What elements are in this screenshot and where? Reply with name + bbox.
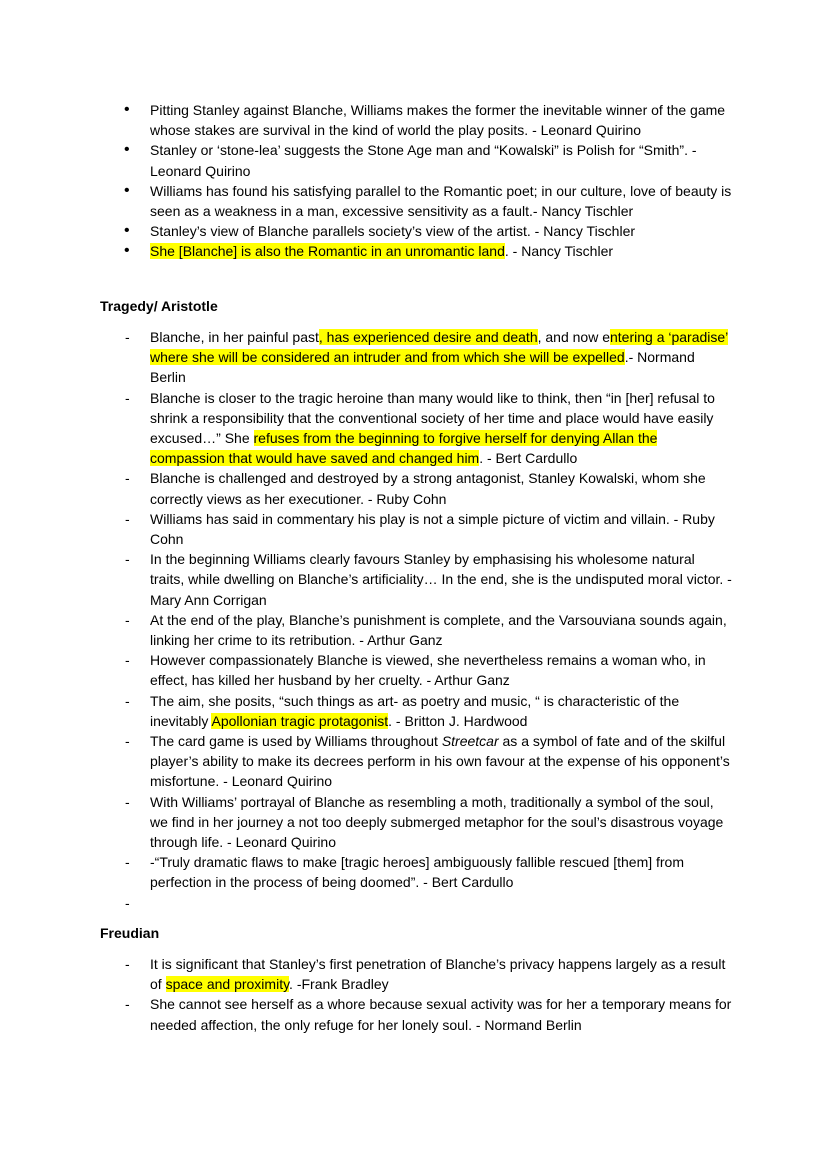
- quote-text: The aim, she posits, “such things as art- as poetry and music, “ is characteristic of the inevitably: [150, 692, 680, 729]
- bullet-marker: •: [124, 181, 130, 199]
- list-item: [0, 691, 828, 731]
- dash-marker: -: [125, 956, 130, 972]
- dash-marker: -: [125, 652, 130, 669]
- freudian-quote-list: [0, 954, 828, 1035]
- list-item: [0, 610, 828, 650]
- list-item: [0, 509, 828, 549]
- quote-text: Stanley’s view of Blanche parallels society’s view of the artist. - Nancy Tischler: [150, 223, 636, 240]
- list-item: [0, 792, 828, 853]
- dash-marker: -: [125, 611, 130, 628]
- quote-text: Williams has said in commentary his play is not a simple picture of victim and villain. - Ruby Cohn: [150, 510, 715, 548]
- quote-text: The card game is used by Williams throughout: [150, 733, 442, 750]
- quote-text: Blanche, in her painful past: [150, 329, 319, 345]
- quote-text: . - Nancy Tischler: [504, 243, 614, 260]
- section-heading-freudian: Freudian: [100, 925, 160, 941]
- quote-text: It is significant that Stanley’s first penetration of Blanche’s privacy happens largely as a result of: [150, 956, 726, 993]
- list-item: [0, 181, 828, 221]
- dash-marker: -: [125, 551, 130, 568]
- highlighted-text: , has experienced desire and death: [318, 329, 538, 345]
- dash-marker: -: [125, 894, 130, 911]
- list-item: [0, 468, 828, 508]
- list-item: [0, 650, 828, 690]
- dash-marker: -: [125, 470, 130, 487]
- quote-text: At the end of the play, Blanche’s punishment is complete, and the Varsouviana sounds again, linking her crime to its retribution. - Arthur Ganz: [150, 611, 727, 649]
- highlighted-text: space and proximity: [165, 976, 290, 993]
- quote-text: However compassionately Blanche is viewed, she nevertheless remains a woman who, in effect, has killed her husband by her cruelty. - Arthur Ganz: [150, 652, 706, 689]
- quote-text: . - Bert Cardullo: [479, 450, 578, 467]
- quote-text: . -Frank Bradley: [289, 976, 389, 993]
- quote-text: With Williams’ portrayal of Blanche as resembling a moth, traditionally a symbol of the soul, we find in her journey a not too deeply submerged metaphor for the soul’s disastrous voyage through life. - Leonard Quirino: [150, 793, 724, 851]
- quote-text: She cannot see herself as a whore because sexual activity was for her a temporary means for needed affection, the only refuge for her lonely soul. - Normand Berlin: [150, 996, 732, 1033]
- dash-marker: -: [125, 692, 130, 709]
- list-item: [0, 221, 828, 241]
- dash-marker: -: [125, 854, 130, 871]
- list-item: [0, 549, 828, 610]
- italic-title-text: Streetcar: [441, 733, 499, 750]
- bullet-marker: •: [124, 222, 130, 240]
- highlighted-text: refuses from the beginning to forgive herself for denying Allan the compassion that would have saved and changed him: [150, 430, 658, 467]
- list-item: [0, 327, 828, 388]
- quote-text: Williams has found his satisfying parallel to the Romantic poet; in our culture, love of beauty is seen as a weakness in a man, excessive sensitivity as a fault.- Nancy Tischler: [150, 182, 732, 220]
- dash-marker: -: [125, 510, 130, 527]
- quote-text: Pitting Stanley against Blanche, Williams makes the former the inevitable winner of the game whose stakes are survival in the kind of world the play posits. - Leonard Quirino: [150, 102, 726, 139]
- dash-marker: -: [125, 329, 130, 345]
- dash-marker: -: [125, 389, 130, 406]
- intro-bullet-list: [0, 100, 828, 262]
- list-item: [0, 388, 828, 469]
- list-item: [0, 140, 828, 180]
- dash-marker: -: [125, 733, 130, 750]
- list-item: [0, 954, 828, 994]
- quote-text: . - Britton J. Hardwood: [388, 712, 528, 729]
- quote-text: , and now e: [537, 329, 610, 345]
- highlighted-text: ntering a ‘paradise’ where she will be considered an intruder and from which she will be expelled: [150, 329, 729, 366]
- quote-text: In the beginning Williams clearly favours Stanley by emphasising his wholesome natural traits, while dwelling on Blanche’s artificiality… In the end, she is the undisputed moral victor. - Mary Ann Corrigan: [150, 551, 732, 608]
- list-item: [0, 852, 828, 892]
- quote-text: Blanche is closer to the tragic heroine than many would like to think, then “in [her] refusal to shrink a responsibility that the conventional society of her time and place would have easily excused…” She: [150, 389, 715, 447]
- dash-marker: -: [125, 996, 130, 1013]
- bullet-marker: •: [124, 141, 130, 159]
- list-item: [0, 731, 828, 792]
- quote-text: Stanley or ‘stone-lea’ suggests the Stone Age man and “Kowalski” is Polish for “Smith”. - Leonard Quirino: [150, 142, 697, 179]
- quote-text: as a symbol of fate and of the skilful player’s ability to make its decrees perform in his own favour at the expense of his opponent’s misfortune. - Leonard Quirino: [150, 733, 730, 790]
- list-item: [0, 100, 828, 140]
- bullet-marker: •: [124, 242, 130, 260]
- dash-marker: -: [125, 793, 130, 810]
- highlighted-text: Apollonian tragic protagonist: [211, 712, 389, 729]
- bullet-marker: •: [124, 101, 130, 118]
- highlighted-text: She [Blanche] is also the Romantic in an unromantic land: [150, 243, 505, 260]
- quote-text: Blanche is challenged and destroyed by a strong antagonist, Stanley Kowalski, whom she correctly views as her executioner. - Ruby Cohn: [150, 470, 706, 507]
- quote-text: -“Truly dramatic flaws to make [tragic heroes] ambiguously fallible rescued [them] from perfection in the process of being doomed”. - Bert Cardullo: [150, 854, 685, 891]
- list-item: [0, 241, 828, 261]
- tragedy-quote-list: [0, 327, 828, 911]
- list-item: [0, 994, 828, 1034]
- quote-text: .- Normand Berlin: [150, 349, 695, 386]
- section-heading-tragedy: Tragedy/ Aristotle: [100, 298, 218, 314]
